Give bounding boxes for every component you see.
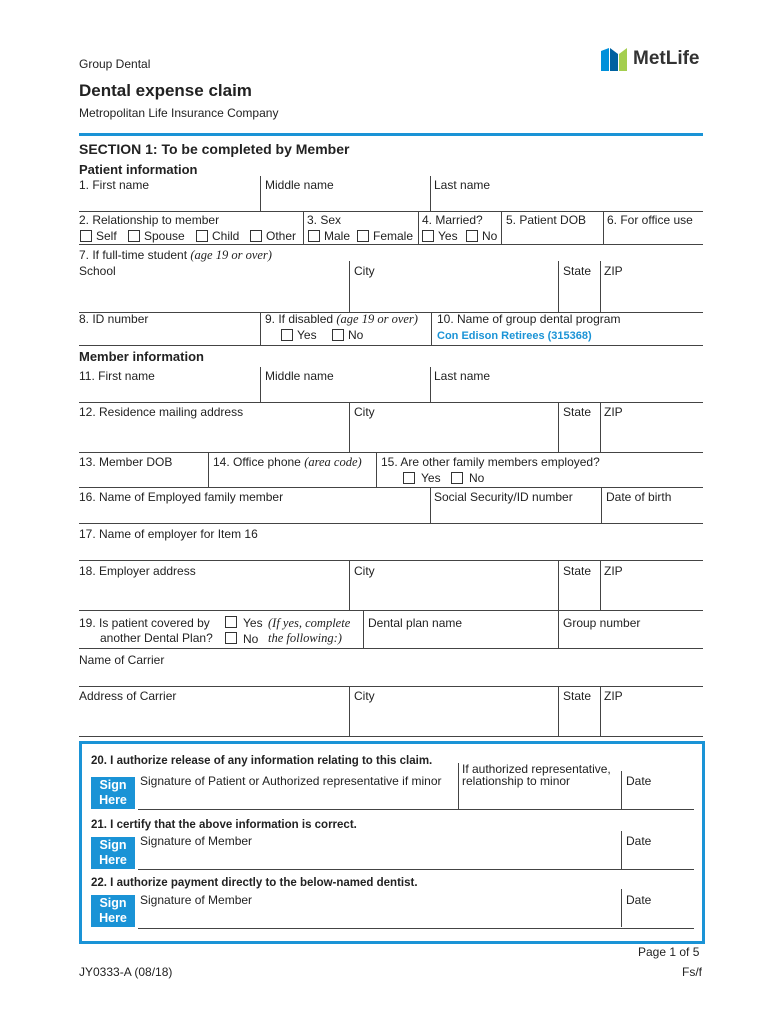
other-employed-label: 15. Are other family members employed? [381, 455, 600, 469]
auth20-date-label: Date [626, 774, 652, 788]
student-city-label: City [354, 264, 375, 278]
auth21-signature-label: Signature of Member [140, 834, 253, 848]
form-title: Dental expense claim [79, 81, 252, 100]
married-yes-checkbox[interactable] [422, 230, 434, 242]
id-number-label: 8. ID number [79, 312, 149, 326]
disabled-no-checkbox[interactable] [332, 329, 344, 341]
covered-no-checkbox[interactable] [225, 632, 237, 644]
sign-here-badge-3: Sign Here [91, 895, 135, 927]
rel-child-checkbox[interactable] [196, 230, 208, 242]
rel-child-label: Child [212, 229, 240, 243]
married-yes-label: Yes [438, 229, 458, 243]
patient-dob-label: 5. Patient DOB [506, 213, 587, 227]
member-zip-label: ZIP [604, 405, 623, 419]
employer-field[interactable] [80, 543, 700, 559]
disabled-yes-label: Yes [297, 328, 317, 342]
member-last-name-label: Last name [434, 369, 491, 383]
metlife-logo [601, 45, 711, 71]
other-no-label: No [469, 471, 485, 485]
if-yes-note-1: (If yes, complete [268, 616, 351, 630]
other-no-checkbox[interactable] [451, 472, 463, 484]
school-field[interactable] [80, 280, 347, 310]
carrier-zip-label: ZIP [604, 689, 623, 703]
married-no-label: No [482, 229, 498, 243]
patient-last-name-field[interactable] [433, 193, 701, 210]
student-state-label: State [563, 264, 592, 278]
member-heading: Member information [79, 349, 204, 364]
id-number-field[interactable] [80, 328, 258, 344]
rel-spouse-label: Spouse [144, 229, 185, 243]
group-label: Group Dental [79, 57, 151, 71]
sex-male-checkbox[interactable] [308, 230, 320, 242]
covered-label-2: another Dental Plan? [100, 631, 213, 645]
covered-no-label: No [243, 632, 259, 646]
family-dob-label: Date of birth [606, 490, 672, 504]
auth21-date-label: Date [626, 834, 652, 848]
member-last-name-field[interactable] [433, 384, 701, 401]
company-name: Metropolitan Life Insurance Company [79, 106, 279, 120]
metlife-wordmark: MetLife [633, 48, 700, 69]
form-id: JY0333-A (08/18) [79, 965, 173, 979]
member-middle-name-field[interactable] [263, 384, 428, 401]
student-label: 7. If full-time student (age 19 or over) [79, 248, 272, 262]
carrier-name-label: Name of Carrier [79, 653, 165, 667]
employer-city-label: City [354, 564, 375, 578]
sex-female-label: Female [373, 229, 414, 243]
auth22-signature-label: Signature of Member [140, 893, 253, 907]
member-dob-label: 13. Member DOB [79, 455, 173, 469]
rel-spouse-checkbox[interactable] [128, 230, 140, 242]
married-no-checkbox[interactable] [466, 230, 478, 242]
other-yes-checkbox[interactable] [403, 472, 415, 484]
header-rule [79, 133, 703, 136]
auth22-date-field[interactable] [624, 909, 692, 927]
relationship-label: 2. Relationship to member [79, 213, 220, 227]
address-field[interactable] [80, 421, 347, 451]
patient-middle-name-field[interactable] [263, 193, 428, 210]
sign-here-badge-1: Sign Here [91, 777, 135, 809]
metlife-logo-icon [601, 45, 629, 71]
patient-dob-field[interactable] [504, 228, 600, 243]
patient-heading: Patient information [79, 162, 198, 177]
form-code: Fs/f [682, 965, 702, 979]
carrier-city-label: City [354, 689, 375, 703]
family-name-label: 16. Name of Employed family member [79, 490, 284, 504]
patient-first-name-label: 1. First name [79, 178, 150, 192]
auth20-relationship-field[interactable] [461, 790, 619, 808]
if-yes-note-2: the following:) [268, 631, 342, 645]
rel-other-checkbox[interactable] [250, 230, 262, 242]
student-city-field[interactable] [352, 280, 556, 310]
covered-label-1: 19. Is patient covered by [79, 616, 210, 630]
rel-self-label: Self [96, 229, 117, 243]
employer-label: 17. Name of employer for Item 16 [79, 527, 258, 541]
disabled-yes-checkbox[interactable] [281, 329, 293, 341]
patient-last-name-label: Last name [434, 178, 491, 192]
covered-yes-label: Yes [243, 616, 263, 630]
patient-first-name-field[interactable] [80, 193, 258, 210]
employer-address-label: 18. Employer address [79, 564, 196, 578]
employer-zip-label: ZIP [604, 564, 623, 578]
ssn-label: Social Security/ID number [434, 490, 573, 504]
student-zip-label: ZIP [604, 264, 623, 278]
school-label: School [79, 264, 116, 278]
member-first-name-label: 11. First name [79, 369, 155, 383]
address-label: 12. Residence mailing address [79, 405, 244, 419]
auth22-text: 22. I authorize payment directly to the below-named dentist. [91, 877, 418, 889]
sex-female-checkbox[interactable] [357, 230, 369, 242]
program-value: Con Edison Retirees (315368) [437, 330, 592, 342]
patient-middle-name-label: Middle name [265, 178, 334, 192]
other-yes-label: Yes [421, 471, 441, 485]
carrier-address-label: Address of Carrier [79, 689, 177, 703]
auth22-signature-field[interactable] [140, 909, 618, 927]
member-state-label: State [563, 405, 592, 419]
rel-other-label: Other [266, 229, 297, 243]
group-number-label: Group number [563, 616, 641, 630]
auth20-rep-label-2: relationship to minor [462, 774, 571, 788]
carrier-name-field[interactable] [80, 669, 700, 685]
auth20-date-field[interactable] [624, 790, 692, 808]
auth21-date-field[interactable] [624, 850, 692, 868]
office-use-label: 6. For office use [607, 213, 693, 227]
auth20-text: 20. I authorize release of any information relating to this claim. [91, 755, 433, 767]
member-first-name-field[interactable] [80, 384, 258, 401]
plan-name-label: Dental plan name [368, 616, 463, 630]
auth20-signature-label: Signature of Patient or Authorized representative if minor [140, 774, 442, 788]
disabled-label: 9. If disabled (age 19 or over) [265, 312, 418, 326]
covered-yes-checkbox[interactable] [225, 616, 237, 628]
sign-here-badge-2: Sign Here [91, 837, 135, 869]
page-number: Page 1 of 5 [638, 945, 700, 959]
sex-label: 3. Sex [307, 213, 342, 227]
auth20-signature-field[interactable] [140, 790, 456, 808]
rel-self-checkbox[interactable] [80, 230, 92, 242]
member-city-label: City [354, 405, 375, 419]
carrier-state-label: State [563, 689, 592, 703]
disabled-no-label: No [348, 328, 364, 342]
section1-title: SECTION 1: To be completed by Member [79, 141, 350, 157]
member-middle-name-label: Middle name [265, 369, 334, 383]
married-label: 4. Married? [422, 213, 483, 227]
office-phone-label: 14. Office phone (area code) [213, 455, 362, 469]
program-label: 10. Name of group dental program [437, 312, 621, 326]
auth21-text: 21. I certify that the above information is correct. [91, 819, 357, 831]
sex-male-label: Male [324, 229, 351, 243]
auth20-rep-label-1: If authorized representative, [462, 762, 611, 776]
auth22-date-label: Date [626, 893, 652, 907]
auth21-signature-field[interactable] [140, 850, 618, 868]
employer-state-label: State [563, 564, 592, 578]
